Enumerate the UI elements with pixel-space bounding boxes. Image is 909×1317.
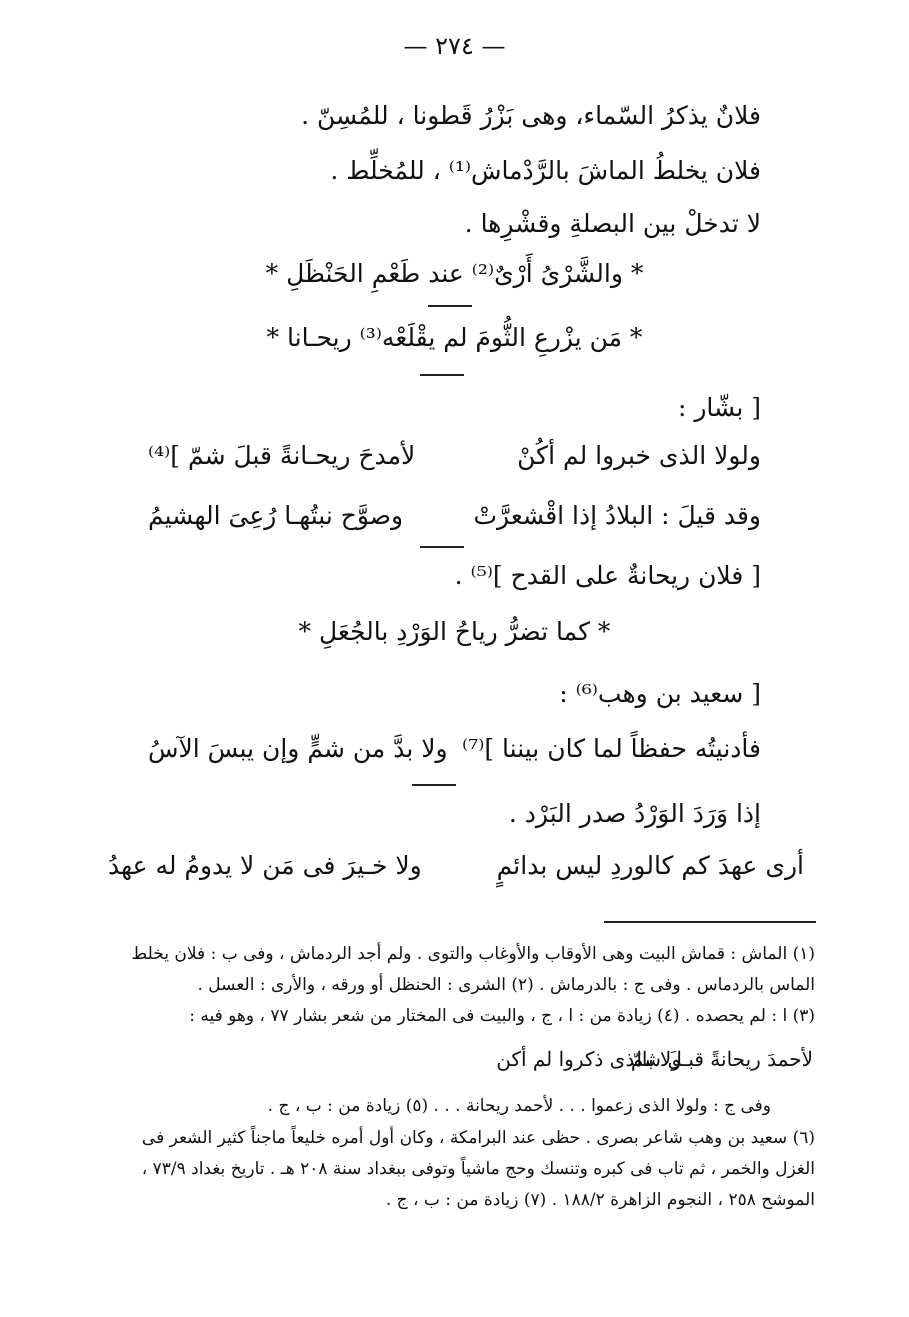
poem-second-hemistich: وصوَّح نبتُهـا رُعِىَ الهشيمُ [148, 501, 404, 530]
verse-hemistich: * مَن يزْرعِ الثُّومَ لم يقْلَعْه⁽³⁾ ريحـانا * [266, 323, 643, 352]
poet-intro: [ سعيد بن وهب⁽⁶⁾ : [559, 679, 761, 708]
proverb-line: لا تدخلْ بين البصلةِ وقشْرِها . [464, 209, 761, 238]
poem-first-hemistich: وقد قيلَ : البلادُ إذا اقْشعرَّتْ [473, 501, 761, 530]
footnote-line: (١) الماش : قماش البيت وهى الأوقاب والأوغاب والتوى . ولم أجد الردماش ، وفى ب : فلان يخلط [131, 944, 815, 964]
footnote-line: الغزل والخمر ، ثم تاب فى كبره وتنسك وحج ماشياً وتوفى ببغداد سنة ٢٠٨ هـ . تاريخ بغداد ٧٣/٩ ، [141, 1159, 815, 1179]
verse-separator [428, 305, 472, 307]
footnote-line: وفى ج : ولولا الذى زعموا . . . لأحمد ريحانة . . . (٥) زيادة من : ب ، ج . [267, 1096, 771, 1116]
poem-first-hemistich: ولولا الذى خبروا لم أكُنْ [517, 441, 761, 470]
poem-second-hemistich: ولا بدَّ من شمٍّ وإن يبسَ الآسُ [148, 734, 448, 763]
footnote-line: (٦) سعيد بن وهب شاعر بصرى . حظى عند البرامكة ، وكان أول أمره خليعاً ماجناً كثير الشعر فى [141, 1128, 815, 1148]
verse-separator [412, 784, 456, 786]
page-number: — ٢٧٤ — [403, 32, 506, 60]
proverb-line: فلانٌ يذكرُ السّماء، وهى بَزْرُ قَطونا ، للمُسِنّ . [301, 101, 761, 130]
poem-first-hemistich: فأدنيتُه حفظاً لما كان بيننا ]⁽⁷⁾ [462, 734, 761, 763]
verse-hemistich: * كما تضرُّ رياحُ الوَرْدِ بالجُعَلِ * [298, 617, 611, 646]
proverb-line: فلان يخلطُ الماشَ بالرَّدْماش⁽¹⁾ ، للمُخلِّط . [330, 156, 761, 185]
poet-intro: [ بشّار : [677, 393, 761, 422]
footnote-line: (٣) ا : لم يحصده . (٤) زيادة من : ا ، ج ، والبيت فى المختار من شعر بشار ٧٧ ، وهو فيه : [189, 1006, 815, 1026]
verse-separator [420, 546, 464, 548]
verse-hemistich: * والشَّرْىُ أَرْىٌ⁽²⁾ عند طَعْمِ الحَنْظَلِ * [265, 259, 644, 288]
footnote-rule [604, 921, 816, 923]
footnote-line: الموشح ٢٥٨ ، النجوم الزاهرة ١٨٨/٢ . (٧) زيادة من : ب ، ج . [385, 1190, 815, 1210]
poem-second-hemistich: لأمدحَ ريحـانةً قبلَ شمّ ]⁽⁴⁾ [148, 441, 416, 470]
proverb-line: [ فلان ريحانةٌ على القدح ]⁽⁵⁾ . [454, 561, 761, 590]
proverb-line: إذا وَرَدَ الوَرْدُ صدر البَرْد . [508, 799, 761, 828]
poem-second-hemistich: ولا خـيرَ فى مَن لا يدومُ له عهدُ [108, 851, 422, 880]
footnote-verse-hemistich: ولا بالذى ذكروا لم أكن [496, 1047, 681, 1071]
footnote-line: الماس بالردماس . وفى ج : بالدرماش . (٢) الشرى : الحنظل أو ورقه ، والأرى : العسل . [197, 975, 815, 995]
verse-separator [420, 374, 464, 376]
footnote-verse-hemistich: لأحمدَ ريحانةً قبـلَ شمّ [630, 1047, 813, 1071]
poem-first-hemistich: أرى عهدَ كم كالوردِ ليس بدائمٍ [496, 851, 804, 880]
